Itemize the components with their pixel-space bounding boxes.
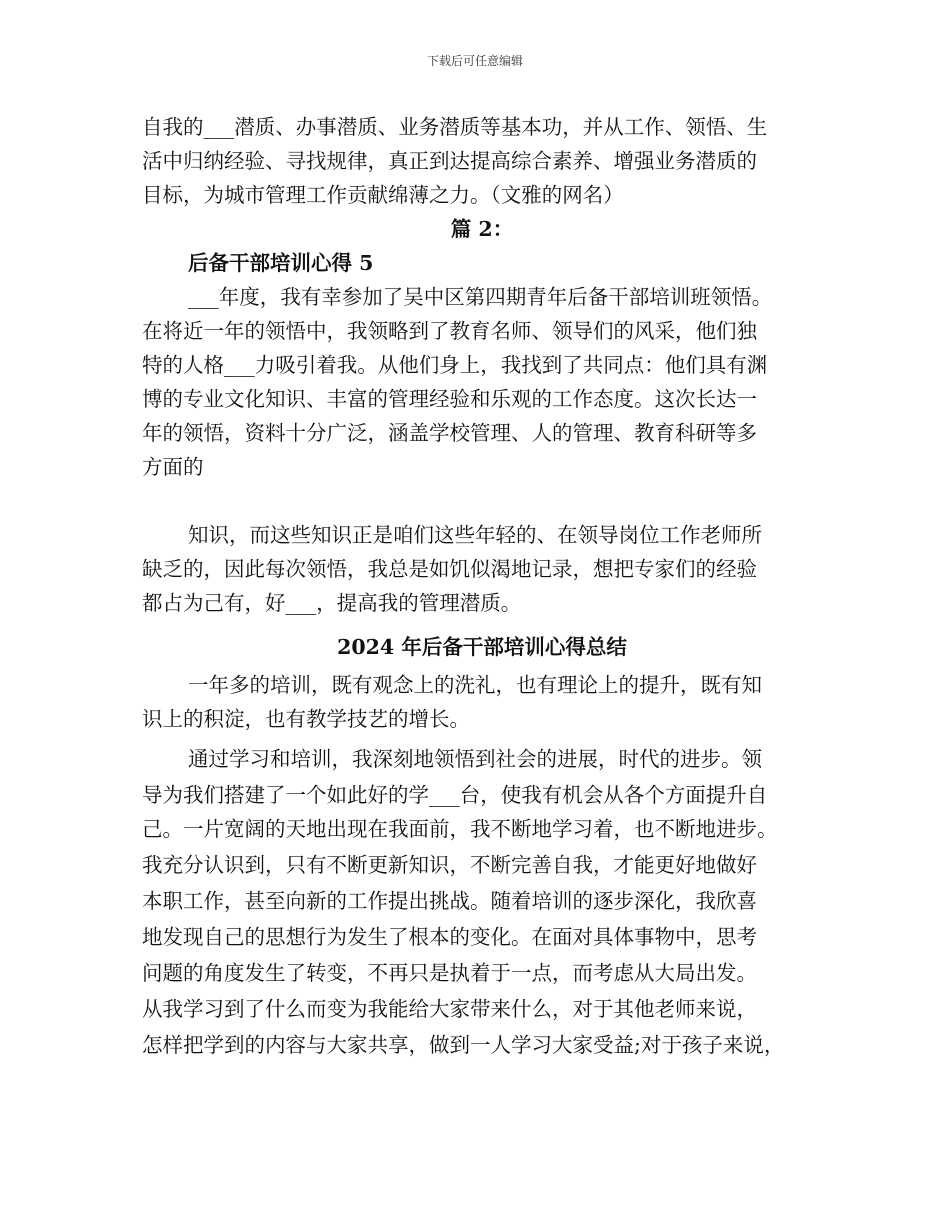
body-line: 博的专业文化知识、丰富的管理经验和乐观的工作态度。这次长达一 — [142, 387, 757, 411]
body-line: 方面的 — [142, 455, 204, 479]
body-line: 己。一片宽阔的天地出现在我面前，我不断地学习着，也不断地进步。 — [142, 817, 778, 841]
body-line: 在将近一年的领悟中，我领略到了教育名师、领导们的风采，他们独 — [142, 319, 757, 343]
body-line: 我充分认识到，只有不断更新知识，不断完善自我，才能更好地做好 — [142, 853, 757, 877]
body-line: 自我的___潜质、办事潜质、业务潜质等基本功，并从工作、领悟、生 — [142, 115, 768, 139]
summary-title: 2024 年后备干部培训心得总结 — [337, 635, 627, 659]
body-line: 年的领悟，资料十分广泛，涵盖学校管理、人的管理、教育科研等多 — [142, 421, 757, 445]
body-line: 本职工作，甚至向新的工作提出挑战。随着培训的逐步深化，我欣喜 — [142, 889, 757, 913]
body-line: 导为我们搭建了一个如此好的学___台，使我有机会从各个方面提升自 — [142, 783, 768, 807]
section-heading: 篇 2： — [450, 217, 514, 241]
body-line: 目标，为城市管理工作贡献绵薄之力。（文雅的网名） — [142, 183, 624, 207]
body-line: 一年多的培训，既有观念上的洗礼，也有理论上的提升，既有知 — [188, 673, 762, 697]
body-line: ___年度，我有幸参加了吴中区第四期青年后备干部培训班领悟。 — [188, 285, 773, 309]
body-line: 问题的角度发生了转变，不再只是执着于一点，而考虑从大局出发。 — [142, 961, 757, 985]
body-line: 怎样把学到的内容与大家共享，做到一人学习大家受益;对于孩子来说， — [142, 1033, 785, 1057]
body-line: 通过学习和培训，我深刻地领悟到社会的进展，时代的进步。领 — [188, 747, 762, 771]
body-line: 地发现自己的思想行为发生了根本的变化。在面对具体事物中，思考 — [142, 925, 757, 949]
body-line: 缺乏的，因此每次领悟，我总是如饥似渴地记录，想把专家们的经验 — [142, 557, 757, 581]
body-line: 识上的积淀，也有教学技艺的增长。 — [142, 707, 470, 731]
article-title: 后备干部培训心得 5 — [188, 251, 374, 275]
body-line: 都占为己有，好___，提高我的管理潜质。 — [142, 591, 522, 615]
body-line: 活中归纳经验、寻找规律，真正到达提高综合素养、增强业务潜质的 — [142, 149, 757, 173]
body-line: 从我学习到了什么而变为我能给大家带来什么，对于其他老师来说， — [142, 997, 757, 1021]
body-line: 知识，而这些知识正是咱们这些年轻的、在领导岗位工作老师所 — [188, 523, 762, 547]
page-header: 下载后可任意编辑 — [426, 54, 523, 68]
body-line: 特的人格___力吸引着我。从他们身上，我找到了共同点：他们具有渊 — [142, 353, 768, 377]
